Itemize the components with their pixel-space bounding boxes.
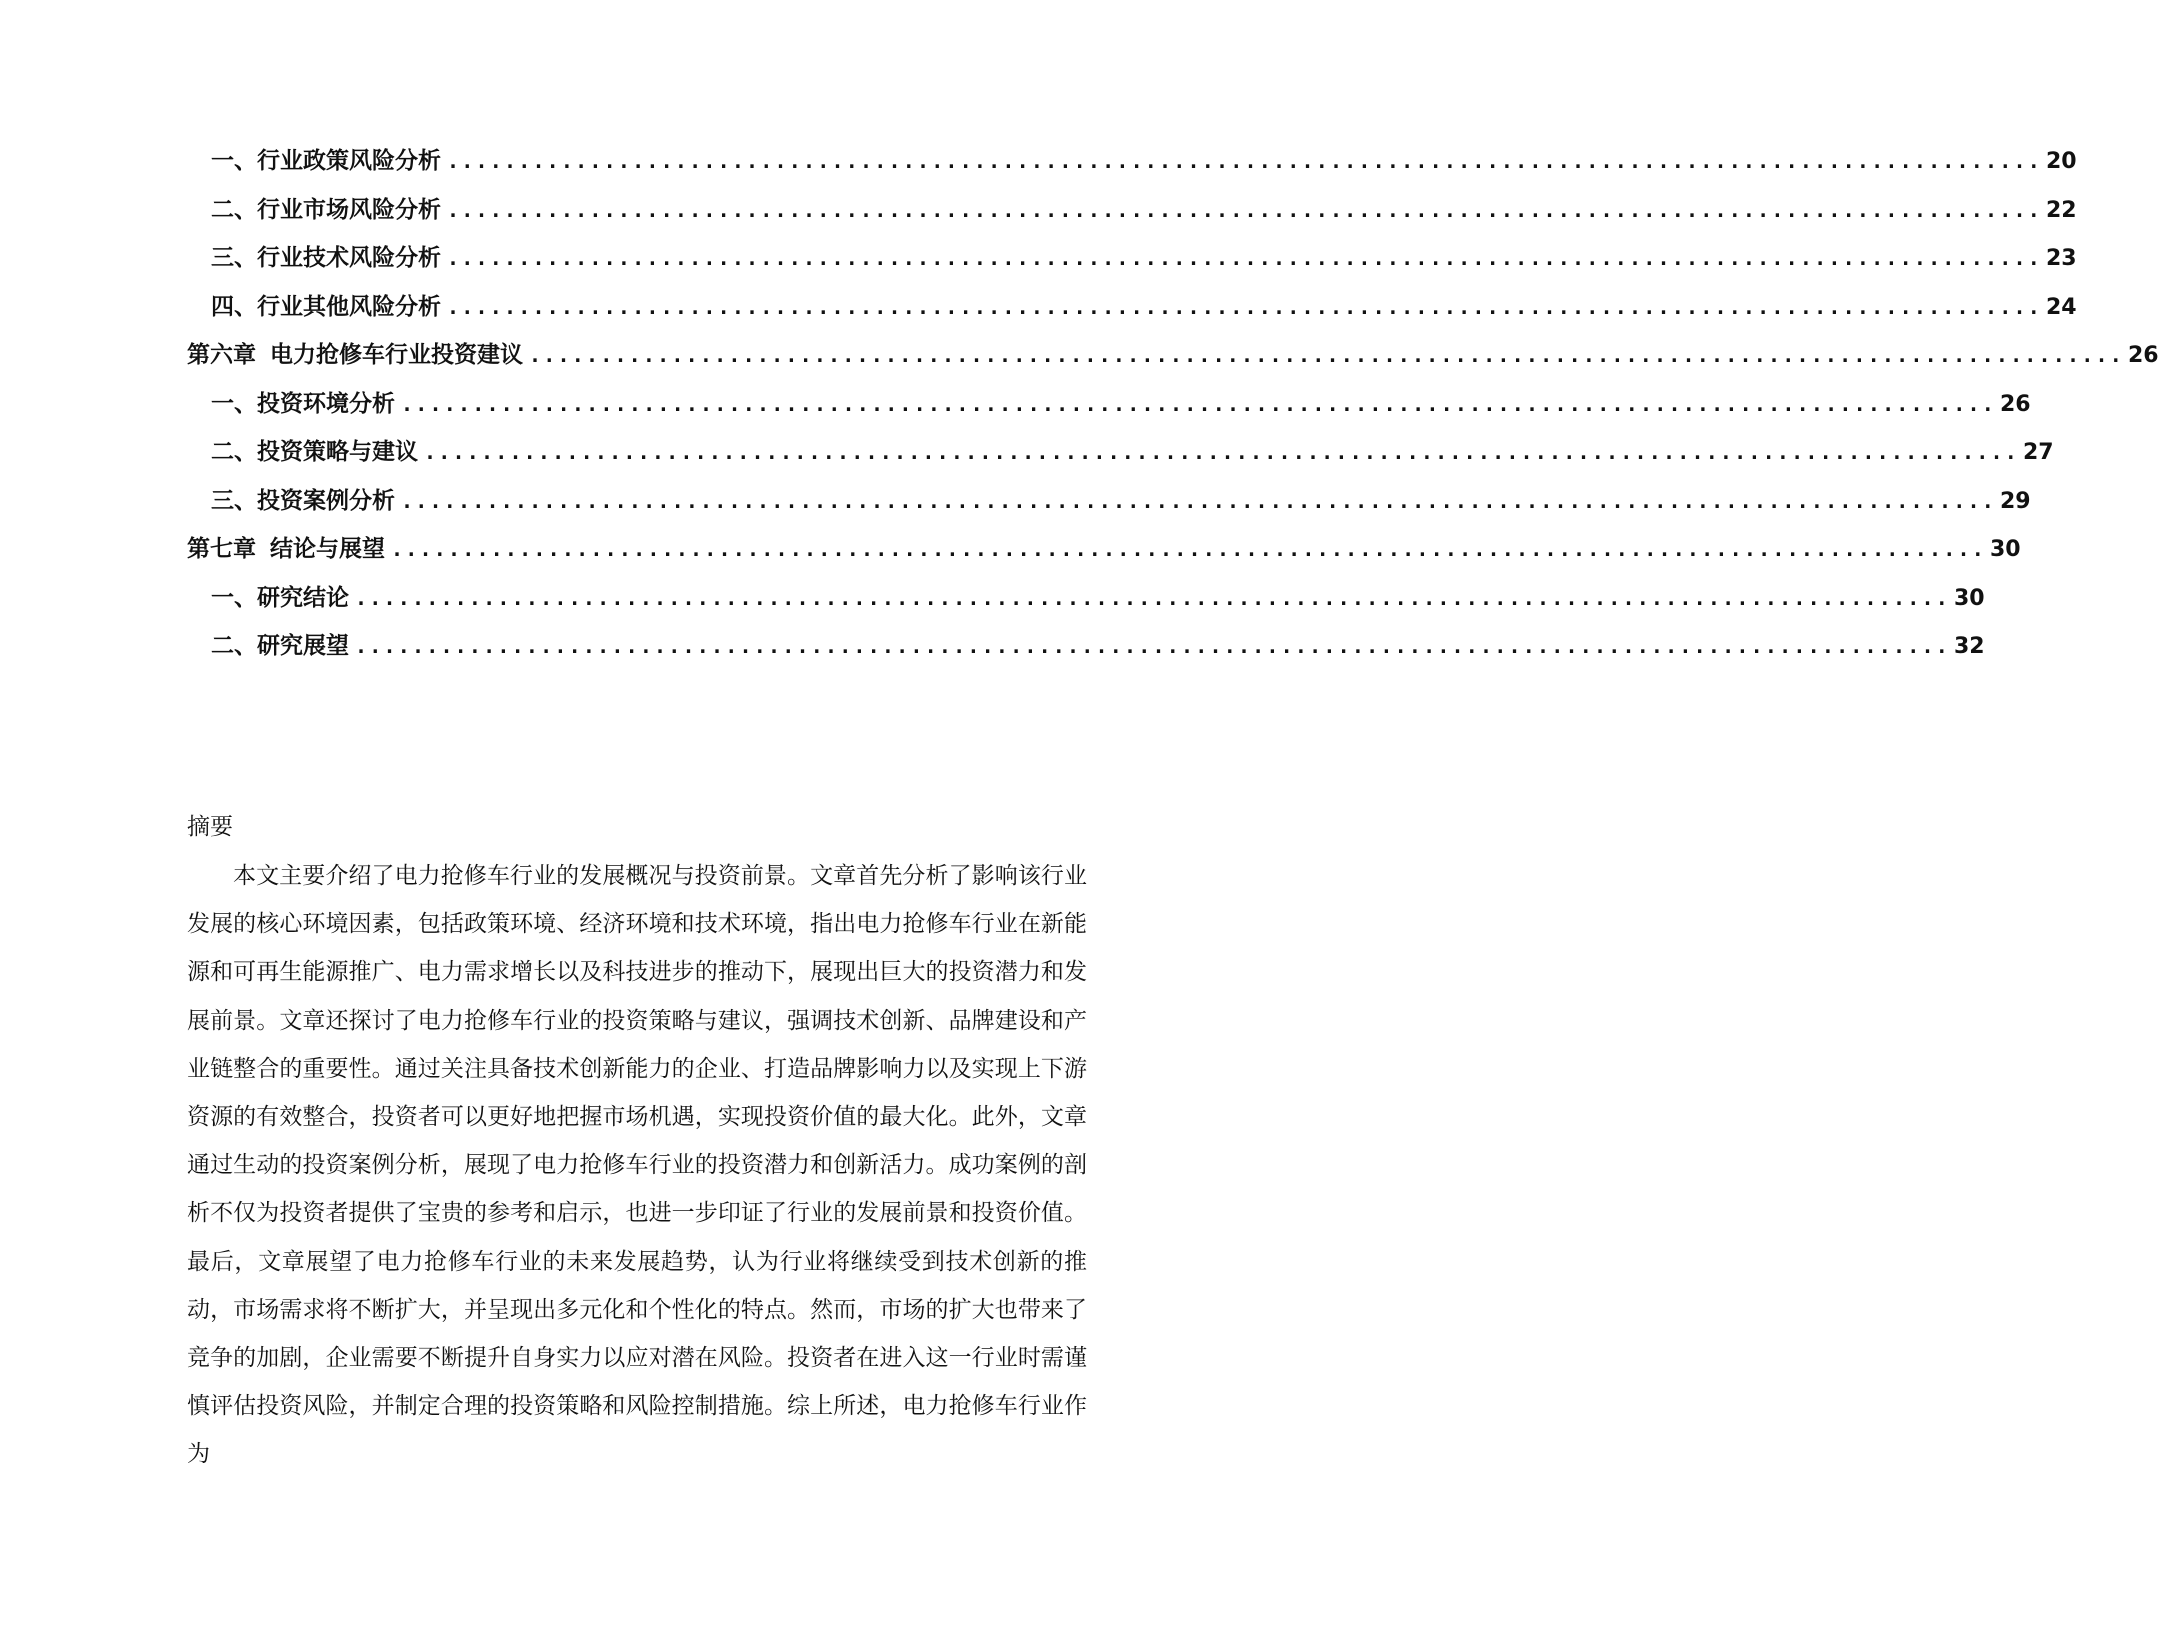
abstract-paragraph: 本文主要介绍了电力抢修车行业的发展概况与投资前景。文章首先分析了影响该行业发展的核心环境因素，包括政策环境、经济环境和技术环境，指出电力抢修车行业在新能源和可再生能源推广、电力需求增长以及科技进步的推动下，展现出巨大的投资潜力和发展前景。文章还探讨了电力抢修车行业的投资策略与建议，强调技术创新、品牌建设和产业链整合的重要性。通过关注具备技术创新能力的企业、打造品牌影响力以及实现上下游资源的有效整合，投资者可以更好地把握市场机遇，实现投资价值的最大化。此外，文章通过生动的投资案例分析，展现了电力抢修车行业的投资潜力和创新活力。成功案例的剖析不仅为投资者提供了宝贵的参考和启示，也进一步印证了行业的发展前景和投资价值。最后，文章展望了电力抢修车行业的未来发展趋势，认为行业将继续受到技术创新的推动，市场需求将不断扩大，并呈现出多元化和个性化的特点。然而，市场的扩大也带来了竞争的加剧，企业需要不断提升自身实力以应对潜在风险。投资者在进入这一行业时需谨慎评估投资风险，并制定合理的投资策略和风险控制措施。综上所述，电力抢修车行业作为 bbox=[187, 863, 1087, 1468]
toc-entry-page: 32 bbox=[1954, 634, 1985, 659]
toc-entry-title: 投资策略与建议 bbox=[257, 438, 418, 465]
toc-entry-page: 23 bbox=[2046, 246, 2077, 271]
toc-entry-title: 行业其他风险分析 bbox=[257, 292, 441, 320]
toc-entry-title: 行业政策风险分析 bbox=[257, 147, 441, 174]
toc-chapter-title: 结论与展望 bbox=[270, 535, 385, 562]
toc-entry-number: 四、 bbox=[211, 292, 257, 320]
toc-entry-number: 三、 bbox=[211, 486, 257, 514]
toc-entry-number: 二、 bbox=[211, 195, 257, 223]
toc-entry-title: 研究展望 bbox=[257, 632, 349, 659]
toc-leader-dots: ................................................................................................................ bbox=[447, 149, 2042, 173]
toc-chapter-number: 第六章 bbox=[187, 341, 256, 368]
toc-entry[interactable] bbox=[187, 191, 2077, 240]
toc-chapter-entry[interactable] bbox=[187, 530, 2021, 579]
toc-entry-number: 一、 bbox=[211, 147, 257, 174]
toc-entry-page: 22 bbox=[2046, 197, 2077, 223]
toc-entry[interactable] bbox=[187, 288, 2077, 337]
toc-entry-page: 30 bbox=[1990, 537, 2021, 562]
toc-chapter-title: 电力抢修车行业投资建议 bbox=[270, 341, 523, 368]
toc-entry-page: 24 bbox=[2046, 294, 2077, 320]
toc-entry[interactable] bbox=[187, 385, 2031, 434]
toc-entry-number: 一、 bbox=[211, 389, 257, 417]
toc-entry-number: 二、 bbox=[211, 438, 257, 465]
toc-entry-title: 行业市场风险分析 bbox=[257, 195, 441, 223]
toc-entry-page: 27 bbox=[2023, 440, 2054, 465]
toc-entry-number: 一、 bbox=[211, 583, 257, 611]
toc-entry[interactable] bbox=[187, 142, 2077, 191]
toc-leader-dots: ................................................................................................................ bbox=[401, 391, 1996, 416]
toc-leader-dots: ................................................................................................................ bbox=[401, 488, 1996, 513]
toc-leader-dots: ................................................................................................................ bbox=[355, 634, 1950, 658]
toc-entry[interactable] bbox=[187, 627, 1985, 676]
toc-entry-title: 投资环境分析 bbox=[257, 389, 395, 417]
toc-entry-number: 三、 bbox=[211, 244, 257, 271]
toc-leader-dots: ................................................................................................................ bbox=[447, 294, 2042, 319]
toc-entry-page: 30 bbox=[1954, 585, 1985, 611]
table-of-contents bbox=[187, 142, 2159, 676]
toc-entry-page: 26 bbox=[2000, 391, 2031, 417]
toc-entry-number: 二、 bbox=[211, 632, 257, 659]
toc-entry-page: 20 bbox=[2046, 149, 2077, 174]
toc-leader-dots: ................................................................................................................ bbox=[447, 197, 2042, 222]
toc-entry[interactable] bbox=[187, 579, 1985, 628]
toc-leader-dots: ................................................................................................................ bbox=[447, 246, 2042, 270]
abstract-body bbox=[187, 852, 1087, 1479]
toc-leader-dots: ................................................................................................................ bbox=[529, 343, 2124, 367]
toc-leader-dots: ................................................................................................................ bbox=[424, 440, 2019, 464]
toc-entry-title: 行业技术风险分析 bbox=[257, 244, 441, 271]
toc-entry-title: 投资案例分析 bbox=[257, 486, 395, 514]
toc-leader-dots: ................................................................................................................ bbox=[355, 585, 1950, 610]
toc-entry-page: 29 bbox=[2000, 488, 2031, 514]
toc-entry-title: 研究结论 bbox=[257, 583, 349, 611]
toc-entry[interactable] bbox=[187, 239, 2077, 288]
toc-entry-page: 26 bbox=[2128, 343, 2159, 368]
toc-entry[interactable] bbox=[187, 482, 2031, 531]
abstract-heading: 摘要 bbox=[187, 814, 233, 840]
toc-entry[interactable] bbox=[187, 433, 2054, 482]
toc-leader-dots: ................................................................................................................ bbox=[391, 537, 1986, 561]
toc-chapter-entry[interactable] bbox=[187, 336, 2159, 385]
toc-chapter-number: 第七章 bbox=[187, 535, 256, 562]
